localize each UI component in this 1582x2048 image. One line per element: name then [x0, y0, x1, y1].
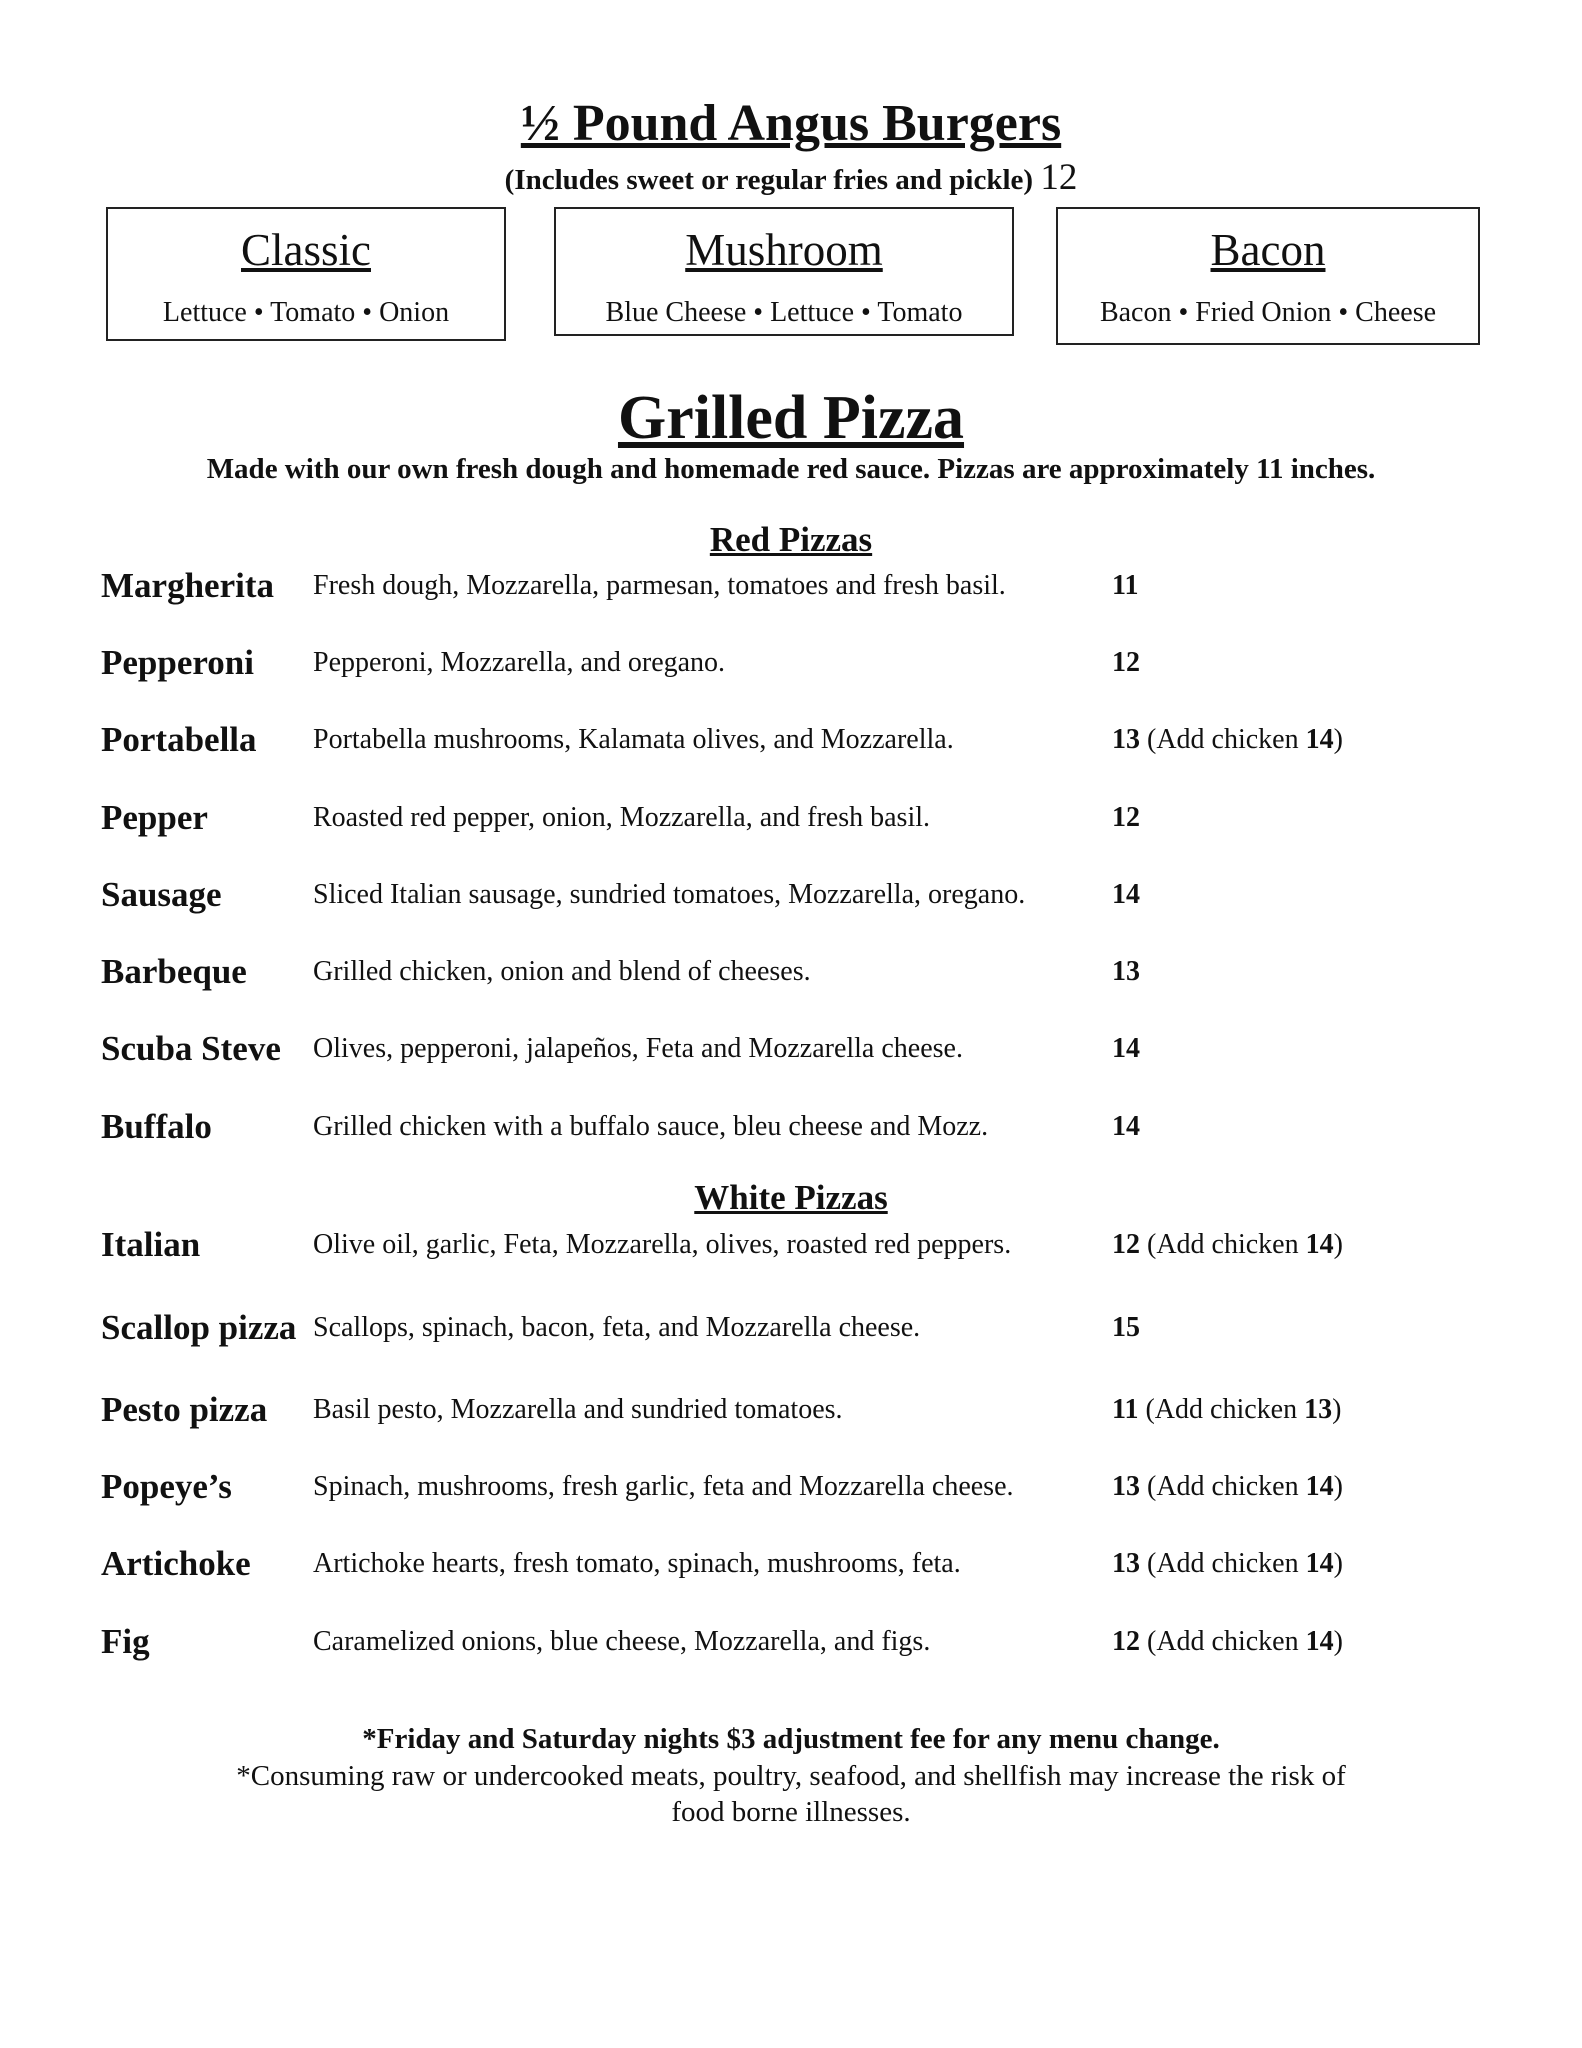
add-chicken-price: 14 [1305, 1229, 1334, 1260]
menu-item-price-block [1112, 640, 1140, 686]
menu-item-price: 13 [1112, 956, 1140, 987]
pizza-subtitle: Made with our own fresh dough and homemade red sauce. Pizzas are approximately 11 inches. [206, 453, 1376, 485]
food-safety-warning-cont: food borne illnesses. [671, 1796, 911, 1828]
menu-item-price-block [1112, 1026, 1140, 1072]
menu-item-row [0, 1619, 1582, 1665]
menu-item-description: Olives, pepperoni, jalapeños, Feta and Mozzarella cheese. [313, 1033, 963, 1064]
add-chicken-label: (Add chicken [1140, 1548, 1306, 1579]
menu-item-row [0, 1464, 1582, 1510]
menu-item-name: Sausage [101, 875, 222, 914]
menu-item-row [0, 1026, 1582, 1072]
menu-item-price: 11 [1112, 1394, 1139, 1425]
menu-item-price-block [1112, 1464, 1343, 1510]
menu-item-price: 12 [1112, 1229, 1140, 1260]
add-chicken-price: 13 [1304, 1394, 1333, 1425]
menu-item-row [0, 1387, 1582, 1433]
burger-name: Mushroom [685, 225, 883, 275]
burger-toppings: Lettuce • Tomato • Onion [162, 297, 450, 328]
burger-includes-note: (Includes sweet or regular fries and pickle) [504, 164, 1034, 196]
menu-item-price: 12 [1112, 1626, 1140, 1657]
menu-item-description: Scallops, spinach, bacon, feta, and Mozzarella cheese. [313, 1312, 921, 1343]
menu-item-price-block [1112, 1619, 1343, 1665]
menu-item-price-block [1112, 717, 1343, 763]
pizza-section-title: Grilled Pizza [617, 384, 965, 452]
menu-item-price: 12 [1112, 647, 1140, 678]
menu-item-name: Italian [101, 1225, 201, 1264]
menu-item-row [0, 717, 1582, 763]
add-chicken-price: 14 [1305, 1548, 1334, 1579]
burger-box-classic [106, 207, 506, 341]
menu-item-name: Pepper [101, 798, 208, 837]
menu-item-price: 13 [1112, 724, 1140, 755]
menu-item-description: Portabella mushrooms, Kalamata olives, and Mozzarella. [313, 724, 954, 755]
add-chicken-close: ) [1333, 1471, 1343, 1502]
add-chicken-close: ) [1333, 724, 1343, 755]
menu-item-name: Buffalo [101, 1107, 212, 1146]
menu-item-price: 15 [1112, 1312, 1140, 1343]
menu-item-row [0, 1541, 1582, 1587]
menu-item-description: Olive oil, garlic, Feta, Mozzarella, olives, roasted red peppers. [313, 1229, 1012, 1260]
menu-item-price: 14 [1112, 1111, 1140, 1142]
add-chicken-price: 14 [1305, 1471, 1334, 1502]
menu-item-description: Grilled chicken, onion and blend of cheeses. [313, 956, 811, 987]
menu-item-description: Spinach, mushrooms, fresh garlic, feta and Mozzarella cheese. [313, 1471, 1014, 1502]
white-pizzas-heading: White Pizzas [694, 1178, 888, 1217]
menu-item-name: Popeye’s [101, 1467, 232, 1506]
menu-item-row [0, 949, 1582, 995]
menu-item-row [0, 563, 1582, 609]
burger-section-title: ½ Pound Angus Burgers [520, 95, 1062, 152]
menu-item-price-block [1112, 563, 1138, 609]
add-chicken-price: 14 [1305, 724, 1334, 755]
menu-item-description: Grilled chicken with a buffalo sauce, bleu cheese and Mozz. [313, 1111, 989, 1142]
menu-item-price: 13 [1112, 1471, 1140, 1502]
food-safety-warning: *Consuming raw or undercooked meats, poultry, seafood, and shellfish may increase the risk of [236, 1760, 1346, 1792]
add-chicken-close: ) [1333, 1626, 1343, 1657]
menu-item-name: Barbeque [101, 952, 247, 991]
menu-item-price: 14 [1112, 879, 1140, 910]
menu-item-description: Pepperoni, Mozzarella, and oregano. [313, 647, 726, 678]
menu-item-description: Caramelized onions, blue cheese, Mozzarella, and figs. [313, 1626, 931, 1657]
menu-item-row [0, 1104, 1582, 1150]
menu-item-price-block [1112, 1222, 1343, 1268]
burger-price: 12 [1040, 157, 1078, 198]
menu-item-name: Pepperoni [101, 643, 254, 682]
menu-item-price-block [1112, 1541, 1343, 1587]
burger-toppings: Bacon • Fried Onion • Cheese [1099, 297, 1437, 328]
add-chicken-close: ) [1332, 1394, 1342, 1425]
menu-item-price-block [1112, 1387, 1341, 1433]
menu-item-price-block [1112, 872, 1140, 918]
menu-item-price: 11 [1112, 570, 1139, 601]
add-chicken-close: ) [1333, 1548, 1343, 1579]
menu-item-row [0, 872, 1582, 918]
add-chicken-label: (Add chicken [1140, 1626, 1306, 1657]
menu-item-description: Sliced Italian sausage, sundried tomatoes, Mozzarella, oregano. [313, 879, 1026, 910]
red-pizzas-heading: Red Pizzas [709, 520, 873, 559]
add-chicken-label: (Add chicken [1140, 724, 1306, 755]
menu-item-name: Pesto pizza [101, 1390, 268, 1429]
menu-item-row [0, 795, 1582, 841]
burger-name: Classic [241, 225, 371, 275]
add-chicken-label: (Add chicken [1138, 1394, 1305, 1425]
menu-item-name: Artichoke [101, 1544, 251, 1583]
burger-subtitle [0, 158, 1582, 200]
add-chicken-label: (Add chicken [1140, 1229, 1306, 1260]
menu-item-description: Basil pesto, Mozzarella and sundried tomatoes. [313, 1394, 843, 1425]
add-chicken-close: ) [1333, 1229, 1343, 1260]
menu-item-price: 12 [1112, 802, 1140, 833]
menu-item-name: Scallop pizza [101, 1308, 297, 1347]
menu-item-description: Roasted red pepper, onion, Mozzarella, and fresh basil. [313, 802, 930, 833]
menu-item-name: Scuba Steve [101, 1029, 281, 1068]
menu-item-row [0, 1305, 1582, 1351]
menu-item-description: Fresh dough, Mozzarella, parmesan, tomatoes and fresh basil. [313, 570, 1006, 601]
burger-name: Bacon [1210, 225, 1326, 275]
menu-item-price: 14 [1112, 1033, 1140, 1064]
menu-item-name: Portabella [101, 720, 257, 759]
burger-box-mushroom [554, 207, 1014, 336]
menu-item-price-block [1112, 949, 1140, 995]
menu-change-fee-note: *Friday and Saturday nights $3 adjustment fee for any menu change. [362, 1723, 1220, 1755]
add-chicken-price: 14 [1305, 1626, 1334, 1657]
burger-box-bacon [1056, 207, 1480, 345]
burger-toppings: Blue Cheese • Lettuce • Tomato [605, 297, 963, 328]
menu-item-row [0, 1222, 1582, 1268]
menu-item-row [0, 640, 1582, 686]
menu-item-price-block [1112, 1305, 1140, 1351]
menu-item-description: Artichoke hearts, fresh tomato, spinach, mushrooms, feta. [313, 1548, 961, 1579]
menu-item-name: Fig [101, 1622, 150, 1661]
add-chicken-label: (Add chicken [1140, 1471, 1306, 1502]
menu-item-price: 13 [1112, 1548, 1140, 1579]
menu-item-price-block [1112, 795, 1140, 841]
menu-item-price-block [1112, 1104, 1140, 1150]
menu-item-name: Margherita [101, 566, 274, 605]
